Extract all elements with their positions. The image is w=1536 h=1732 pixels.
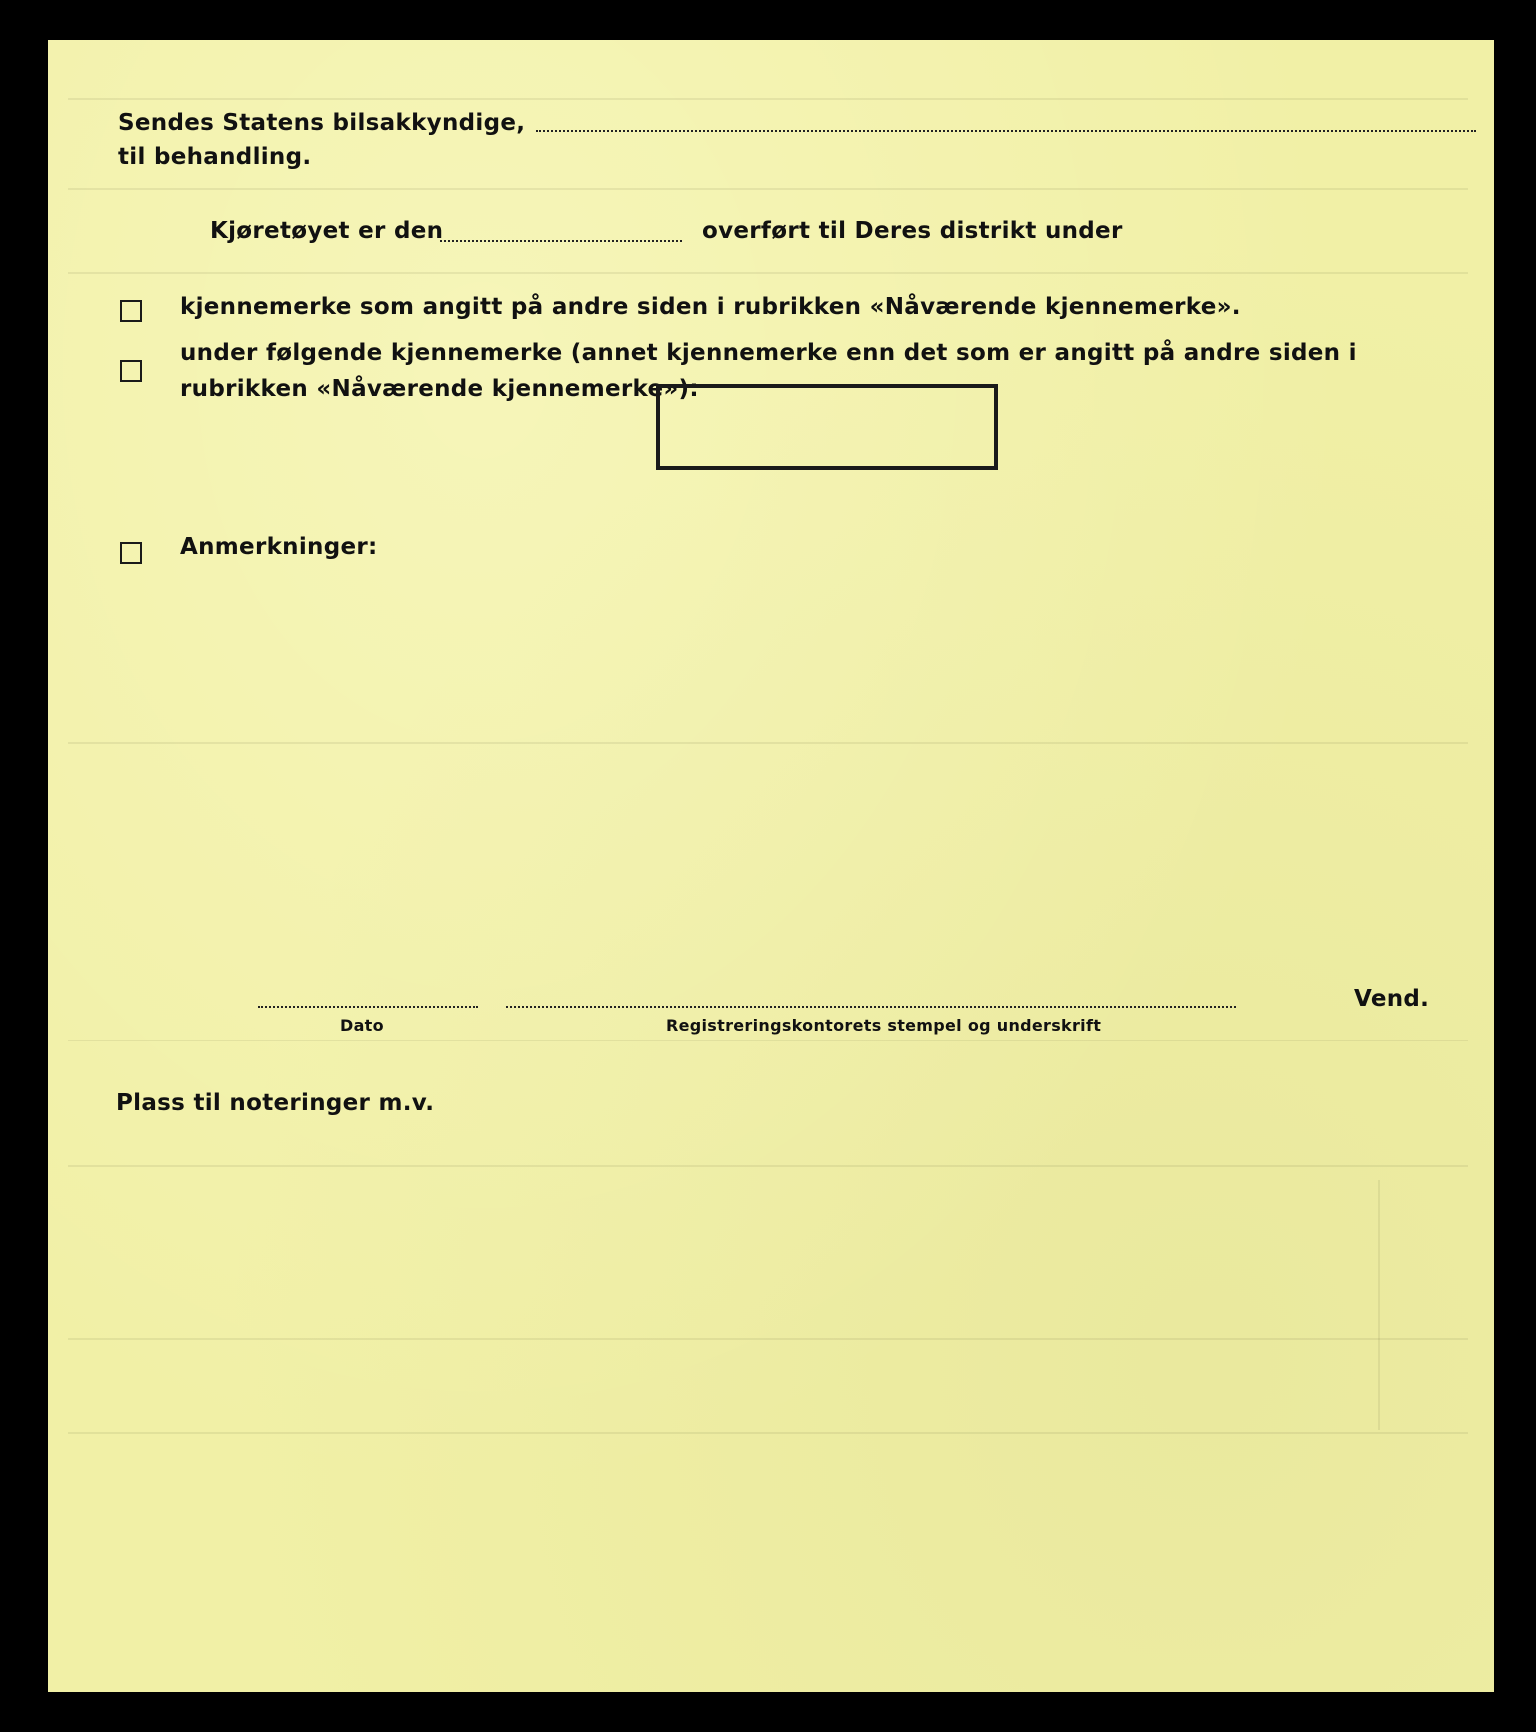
send-to-line1: Sendes Statens bilsakkyndige, [118,110,526,136]
ghost-line [1378,1180,1380,1430]
remarks-checkbox[interactable] [120,542,142,564]
ghost-line [68,1432,1468,1434]
other-plate-label-line1: under følgende kjennemerke (annet kjennemerke enn det som er angitt på andre siden i [180,340,1357,366]
current-plate-label: kjennemerke som angitt på andre siden i rubrikken «Nåværende kjennemerke». [180,294,1241,320]
send-to-line2: til behandling. [118,144,312,170]
current-plate-checkbox[interactable] [120,300,142,322]
ghost-line [68,1165,1468,1167]
ghost-line [68,98,1468,100]
stamp-label: Registreringskontorets stempel og underskrift [666,1016,1102,1035]
plate-number-box[interactable] [656,384,998,470]
date-label: Dato [340,1016,384,1035]
ghost-line [68,1040,1468,1041]
send-to-blank[interactable] [536,130,1476,132]
ghost-line [68,1338,1468,1340]
remarks-label: Anmerkninger: [180,534,378,560]
transfer-date-blank[interactable] [440,240,682,242]
ghost-line [68,742,1468,744]
vehicle-line-suffix: overført til Deres distrikt under [702,218,1123,244]
date-blank[interactable] [258,1006,478,1008]
stamp-signature-blank[interactable] [506,1006,1236,1008]
other-plate-label-line2: rubrikken «Nåværende kjennemerke»): [180,376,699,402]
ghost-line [68,188,1468,190]
other-plate-checkbox[interactable] [120,360,142,382]
ghost-line [68,272,1468,274]
vehicle-line-prefix: Kjøretøyet er den [210,218,444,244]
notes-label: Plass til noteringer m.v. [116,1090,435,1116]
document-page [48,40,1494,1692]
turn-over-label: Vend. [1354,986,1430,1012]
